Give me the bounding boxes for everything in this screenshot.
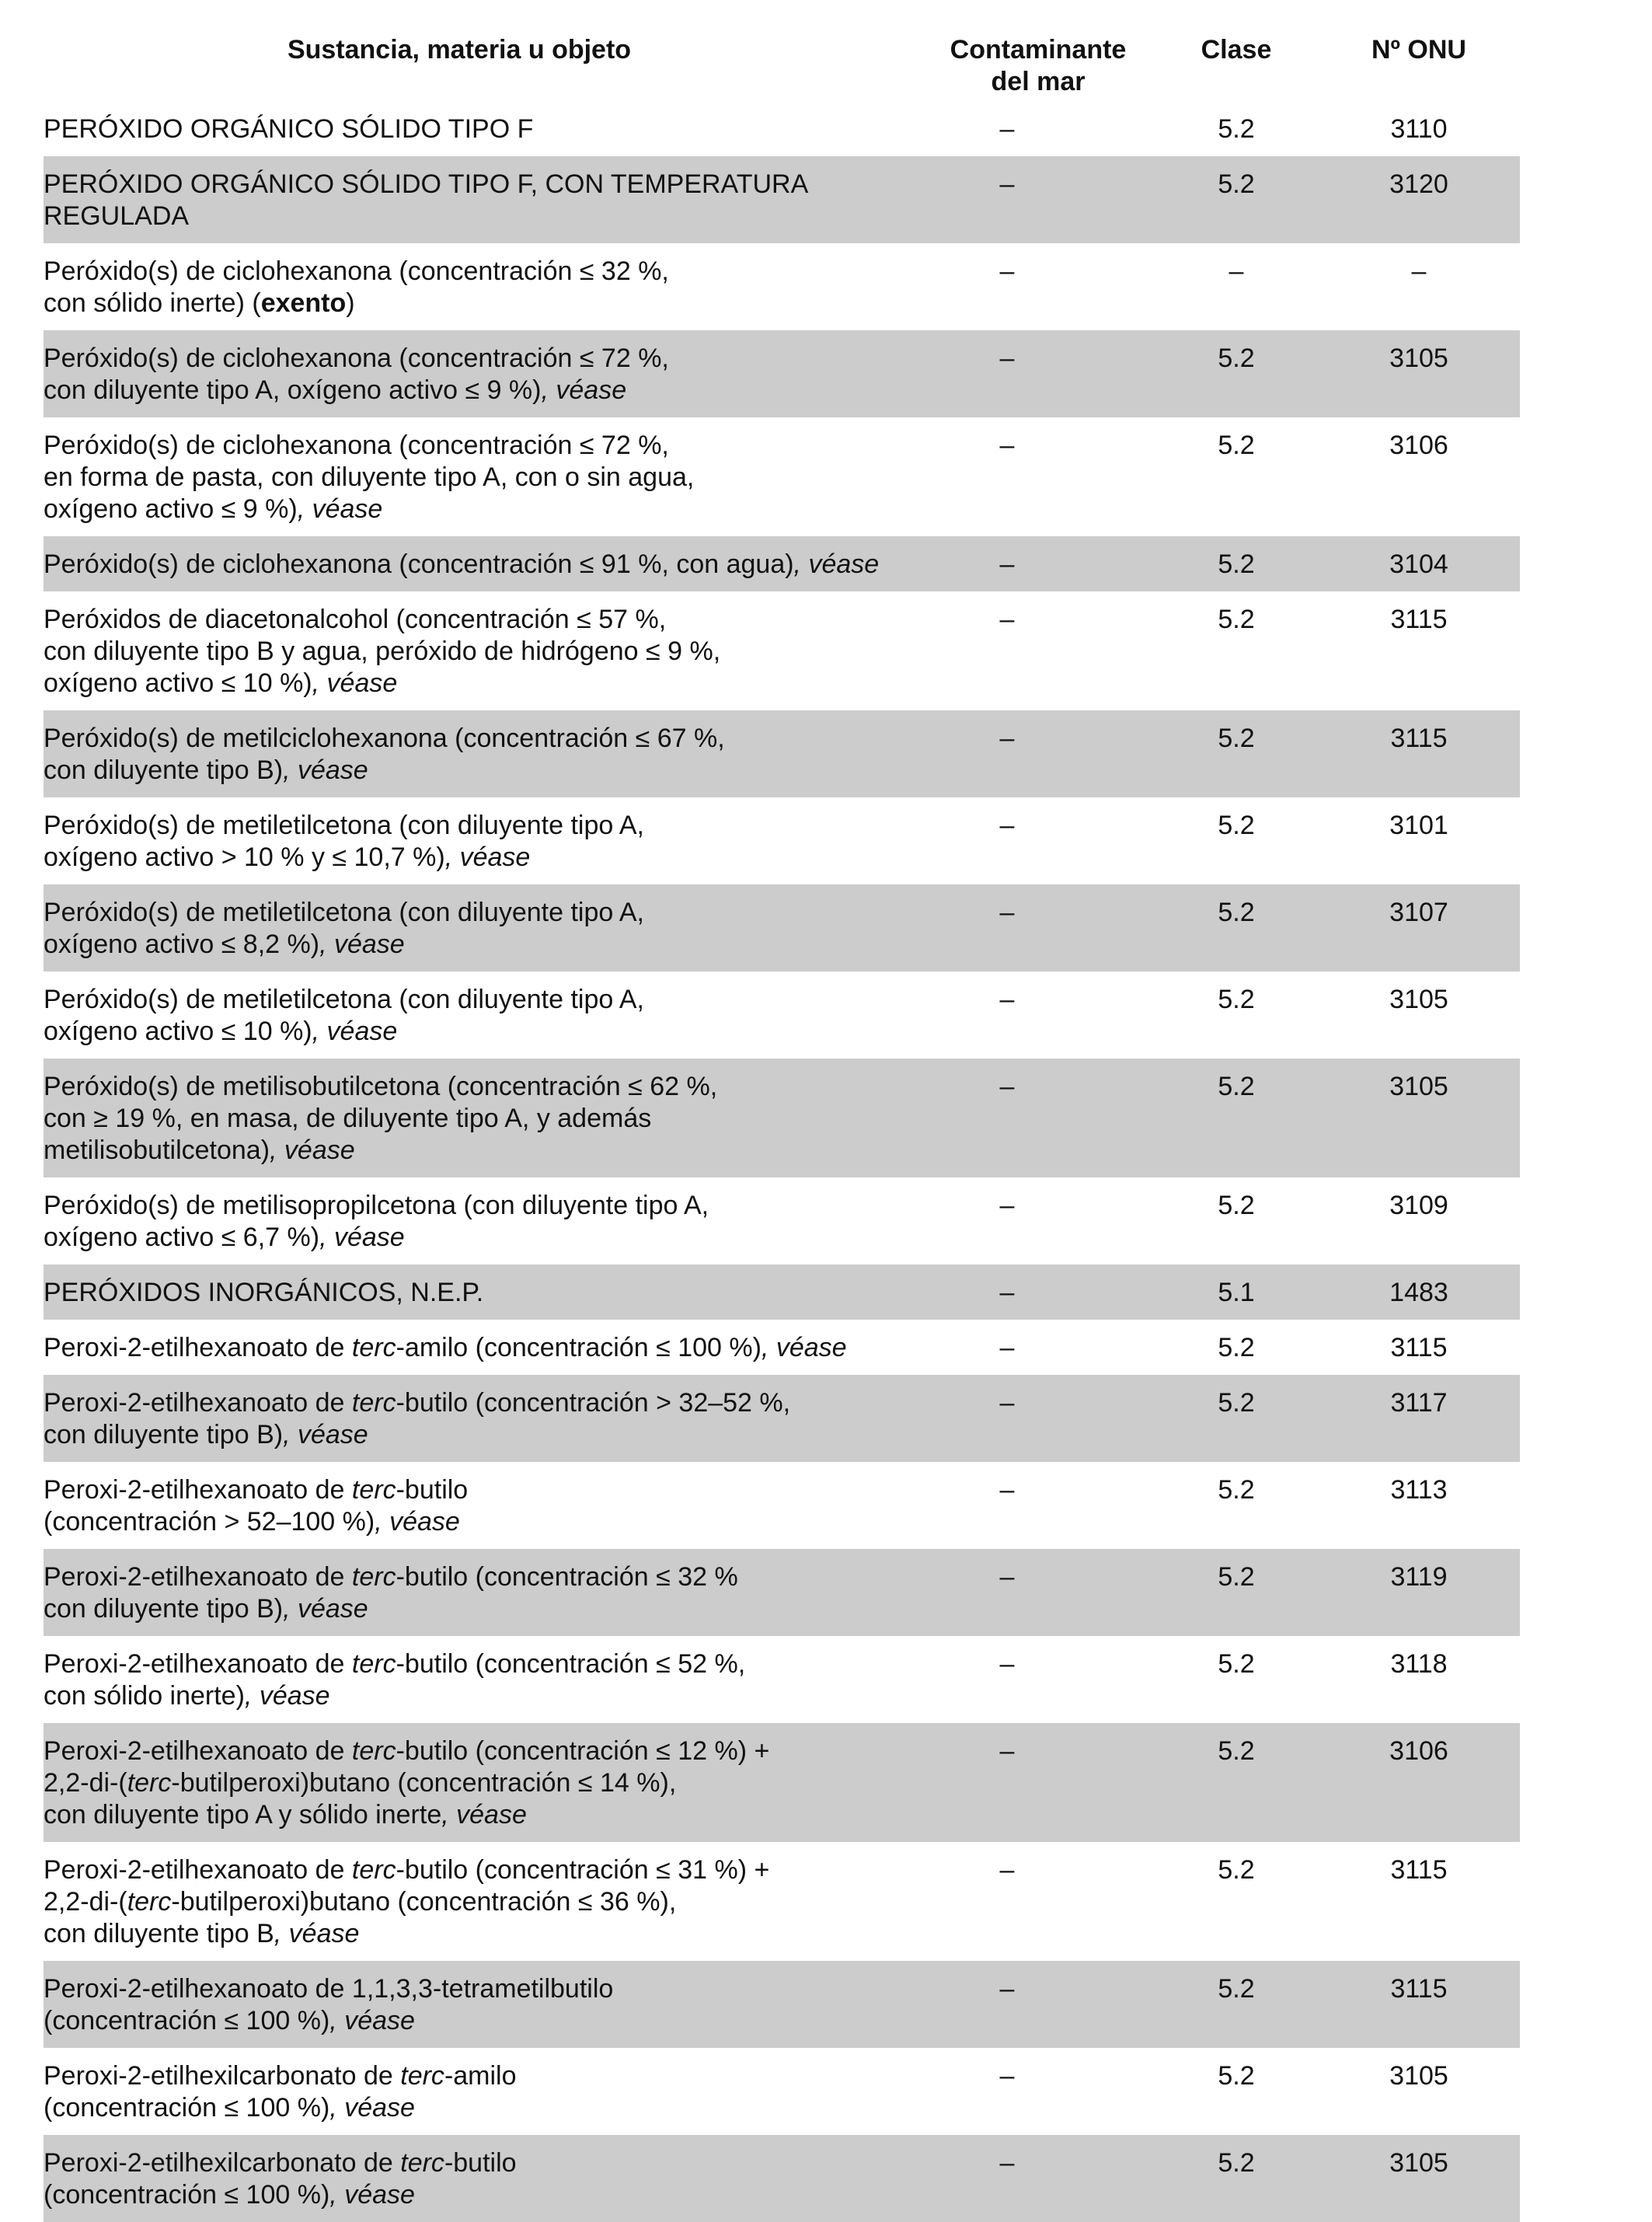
class-cell: 5.2 — [1155, 710, 1318, 797]
marine-pollutant-cell: – — [922, 1961, 1155, 2048]
class-cell: 5.2 — [1155, 330, 1318, 417]
class-cell: 5.2 — [1218, 114, 1255, 144]
marine-pollutant-cell: – — [922, 1375, 1155, 1462]
marine-pollutant-cell: – — [999, 811, 1015, 840]
un-number-cell: 3115 — [1318, 1961, 1520, 2048]
dangerous-goods-table — [44, 31, 1520, 2222]
class-cell: 5.2 — [1155, 2135, 1318, 2222]
table-header-row — [44, 31, 1520, 101]
substance-cell — [44, 417, 922, 536]
substance-text: , véase — [283, 1420, 368, 1449]
table-row — [44, 1723, 1520, 1842]
substance-cell — [44, 971, 922, 1059]
class-cell: 5.2 — [1155, 1059, 1318, 1177]
substance-text: , véase — [444, 842, 531, 872]
substance-text: -amilo (concentración ≤ 100 %) — [396, 1333, 762, 1362]
marine-pollutant-cell: – — [922, 330, 1155, 417]
class-cell: 5.2 — [1218, 605, 1255, 634]
header-substance: Sustancia, materia u objeto — [287, 35, 632, 65]
substance-cell — [44, 1723, 922, 1842]
substance-text: terc — [351, 1855, 396, 1885]
substance-cell — [44, 1842, 922, 1961]
substance-text: Peróxido(s) de metilisobutilcetona (concentración ≤ 62 %, con ≥ 19 %, en masa, de diluyente tipo A, y además metilisobutilcetona) — [44, 1072, 718, 1165]
substance-text: , véase — [375, 1507, 460, 1537]
table-row — [44, 1264, 1520, 1320]
marine-pollutant-cell: – — [922, 536, 1155, 591]
substance-cell — [44, 884, 922, 971]
marine-pollutant-cell: – — [999, 1333, 1015, 1362]
table-row — [44, 2135, 1520, 2222]
table-row — [44, 1177, 1520, 1264]
substance-cell — [44, 2048, 922, 2135]
substance-text: Peróxido(s) de ciclohexanona (concentración ≤ 72 %, en forma de pasta, con diluyente tipo A, con o sin agua, oxígeno activo ≤ 9 %) — [44, 431, 695, 524]
substance-text: -butilperoxi)butano (concentración ≤ 36 %), con diluyente tipo B — [44, 1887, 677, 1948]
substance-text: terc — [400, 2061, 444, 2091]
marine-pollutant-cell: – — [999, 1191, 1015, 1220]
class-cell: 5.2 — [1218, 985, 1255, 1014]
un-number-cell: 3117 — [1318, 1375, 1520, 1462]
class-cell: 5.2 — [1155, 156, 1318, 243]
substance-text: PERÓXIDO ORGÁNICO SÓLIDO TIPO F — [44, 114, 534, 144]
marine-pollutant-cell: – — [922, 884, 1155, 971]
un-number-cell: 3115 — [1318, 710, 1520, 797]
substance-text: Peróxido(s) de metilisopropilcetona (con diluyente tipo A, oxígeno activo ≤ 6,7 %) — [44, 1191, 709, 1252]
un-number-cell: 3107 — [1318, 884, 1520, 971]
marine-pollutant-cell: – — [922, 1723, 1155, 1842]
table-row — [44, 1961, 1520, 2048]
table-row — [44, 1842, 1520, 1961]
table-row — [44, 1375, 1520, 1462]
header-class: Clase — [1201, 35, 1272, 65]
class-cell: 5.2 — [1218, 1855, 1255, 1885]
substance-text: ) — [346, 288, 355, 318]
substance-text: PERÓXIDOS INORGÁNICOS, N.E.P. — [44, 1278, 484, 1307]
substance-text: Peróxido(s) de metiletilcetona (con diluyente tipo A, oxígeno activo > 10 % y ≤ 10,7 %) — [44, 811, 644, 872]
un-number-cell: 3101 — [1389, 811, 1448, 840]
class-cell: 5.2 — [1218, 2061, 1255, 2091]
un-number-cell: 3119 — [1318, 1549, 1520, 1636]
substance-text: , véase — [312, 668, 398, 698]
substance-text: Peroxi-2-etilhexanoato de 1,1,3,3-tetrametilbutilo (concentración ≤ 100 %) — [44, 1974, 614, 2035]
table-row — [44, 330, 1520, 417]
substance-text: Peroxi-2-etilhexilcarbonato de — [44, 2148, 401, 2178]
class-cell: 5.2 — [1218, 1475, 1255, 1505]
un-number-cell: 3113 — [1390, 1475, 1448, 1505]
substance-text: -butilo (concentración ≤ 31 %) + 2,2-di-( — [44, 1855, 770, 1917]
substance-text: , véase — [283, 755, 368, 785]
substance-cell — [44, 1177, 922, 1264]
class-cell: 5.2 — [1218, 1333, 1255, 1362]
substance-text: terc — [127, 1768, 172, 1798]
substance-text: , véase — [329, 2180, 415, 2210]
substance-text: , véase — [283, 1594, 368, 1624]
un-number-cell: 3105 — [1389, 985, 1448, 1014]
un-number-cell: 3105 — [1318, 330, 1520, 417]
substance-text: , véase — [793, 549, 880, 579]
substance-text: -amilo (concentración ≤ 100 %) — [44, 2061, 517, 2123]
table-row — [44, 971, 1520, 1059]
marine-pollutant-cell: – — [922, 156, 1155, 243]
marine-pollutant-cell: – — [999, 114, 1015, 144]
table-row — [44, 591, 1520, 710]
un-number-cell: 3105 — [1389, 2061, 1448, 2091]
un-number-cell: 3105 — [1318, 2135, 1520, 2222]
marine-pollutant-cell: – — [999, 2061, 1015, 2091]
substance-text: Peroxi-2-etilhexanoato de — [44, 1388, 352, 1418]
substance-text: , véase — [761, 1333, 847, 1362]
substance-text: -butilo (concentración > 52–100 %) — [44, 1475, 469, 1537]
substance-text: , véase — [329, 2006, 415, 2035]
substance-text: terc — [351, 1475, 396, 1505]
substance-text: exento — [260, 288, 347, 318]
table-row — [44, 156, 1520, 243]
un-number-cell: 3105 — [1318, 1059, 1520, 1177]
substance-cell — [44, 797, 922, 884]
substance-text: -butilo (concentración ≤ 100 %) — [44, 2148, 517, 2210]
substance-text: terc — [351, 1736, 396, 1766]
table-row — [44, 417, 1520, 536]
un-number-cell: 3115 — [1390, 1855, 1448, 1885]
class-cell: 5.2 — [1155, 1375, 1318, 1462]
marine-pollutant-cell: – — [922, 1549, 1155, 1636]
un-number-cell: 3110 — [1390, 114, 1448, 144]
substance-text: Peróxido(s) de metiletilcetona (con diluyente tipo A, oxígeno activo ≤ 10 %) — [44, 985, 644, 1046]
substance-text: , véase — [319, 1223, 405, 1252]
substance-text: Peroxi-2-etilhexanoato de — [44, 1562, 352, 1592]
substance-text: Peróxido(s) de metiletilcetona (con diluyente tipo A, oxígeno activo ≤ 8,2 %) — [44, 898, 644, 959]
substance-cell — [44, 1059, 922, 1177]
substance-text: -butilo (concentración ≤ 52 %, con sólido inerte) — [44, 1649, 746, 1711]
class-cell: 5.2 — [1218, 811, 1255, 840]
marine-pollutant-cell: – — [999, 985, 1015, 1014]
substance-text: Peroxi-2-etilhexanoato de — [44, 1333, 352, 1362]
substance-text: Peróxido(s) de ciclohexanona (concentración ≤ 32 %, con sólido inerte) ( — [44, 256, 669, 318]
table-row — [44, 101, 1520, 156]
table-row — [44, 2048, 1520, 2135]
class-cell: 5.2 — [1218, 1649, 1255, 1679]
substance-text: terc — [351, 1562, 396, 1592]
substance-cell — [44, 156, 922, 243]
table-body — [44, 101, 1520, 2222]
class-cell: – — [1229, 256, 1244, 286]
substance-text: , véase — [297, 494, 383, 524]
substance-text: PERÓXIDO ORGÁNICO SÓLIDO TIPO F, CON TEMPERATURA REGULADA — [44, 169, 809, 231]
substance-cell — [44, 591, 922, 710]
table-row — [44, 797, 1520, 884]
substance-text: Peroxi-2-etilhexanoato de — [44, 1475, 352, 1505]
substance-text: , véase — [329, 2093, 415, 2123]
marine-pollutant-cell: – — [922, 710, 1155, 797]
substance-text: -butilo (concentración > 32–52 %, con diluyente tipo B) — [44, 1388, 791, 1449]
substance-cell — [44, 710, 922, 797]
class-cell: 5.2 — [1155, 1723, 1318, 1842]
substance-cell — [44, 1375, 922, 1462]
substance-text: -butilperoxi)butano (concentración ≤ 14 %), con diluyente tipo A y sólido inerte — [44, 1768, 677, 1830]
un-number-cell: – — [1411, 256, 1427, 286]
substance-text: Peróxidos de diacetonalcohol (concentración ≤ 57 %, con diluyente tipo B y agua, peróxido de hidrógeno ≤ 9 %, oxígeno activo ≤ 10 %) — [44, 605, 721, 698]
substance-text: , véase — [441, 1800, 527, 1830]
table-row — [44, 710, 1520, 797]
class-cell: 5.2 — [1155, 1961, 1318, 2048]
substance-text: Peroxi-2-etilhexanoato de — [44, 1736, 352, 1766]
marine-pollutant-cell: – — [999, 1649, 1015, 1679]
substance-text: Peróxido(s) de ciclohexanona (concentración ≤ 72 %, con diluyente tipo A, oxígeno activo ≤ 9 %) — [44, 344, 669, 405]
table-row — [44, 1636, 1520, 1723]
substance-cell — [44, 1462, 922, 1549]
un-number-cell: 3115 — [1390, 605, 1448, 634]
un-number-cell: 1483 — [1318, 1264, 1520, 1320]
substance-cell — [44, 243, 922, 330]
substance-cell — [44, 2135, 922, 2222]
substance-cell — [44, 536, 922, 591]
substance-text: Peróxido(s) de ciclohexanona (concentración ≤ 91 %, con agua) — [44, 549, 794, 579]
substance-text: -butilo (concentración ≤ 32 % con diluyente tipo B) — [44, 1562, 738, 1624]
substance-text: , véase — [312, 1017, 398, 1046]
marine-pollutant-cell: – — [999, 1475, 1015, 1505]
substance-text: Peroxi-2-etilhexanoato de — [44, 1855, 352, 1885]
class-cell: 5.2 — [1218, 1191, 1255, 1220]
substance-cell — [44, 1636, 922, 1723]
substance-text: , véase — [244, 1681, 330, 1711]
table-row — [44, 1059, 1520, 1177]
un-number-cell: 3106 — [1389, 431, 1448, 460]
un-number-cell: 3118 — [1390, 1649, 1448, 1679]
substance-text: Peroxi-2-etilhexanoato de — [44, 1649, 352, 1679]
un-number-cell: 3104 — [1318, 536, 1520, 591]
substance-cell — [44, 1961, 922, 2048]
marine-pollutant-cell: – — [999, 1855, 1015, 1885]
un-number-cell: 3106 — [1318, 1723, 1520, 1842]
marine-pollutant-cell: – — [922, 1264, 1155, 1320]
table-row — [44, 243, 1520, 330]
class-cell: 5.2 — [1155, 536, 1318, 591]
marine-pollutant-cell: – — [999, 431, 1015, 460]
table-row — [44, 884, 1520, 971]
substance-text: terc — [400, 2148, 444, 2178]
substance-cell — [44, 1264, 922, 1320]
class-cell: 5.2 — [1155, 1549, 1318, 1636]
substance-cell — [44, 1549, 922, 1636]
table-row — [44, 1549, 1520, 1636]
un-number-cell: 3109 — [1389, 1191, 1448, 1220]
substance-text: terc — [351, 1388, 396, 1418]
marine-pollutant-cell: – — [999, 256, 1015, 286]
marine-pollutant-cell: – — [922, 2135, 1155, 2222]
class-cell: 5.2 — [1218, 431, 1255, 460]
table-row — [44, 1462, 1520, 1549]
document-page — [44, 31, 1520, 2222]
substance-text: , véase — [270, 1135, 355, 1165]
substance-text: Peroxi-2-etilhexilcarbonato de — [44, 2061, 401, 2091]
substance-text: terc — [351, 1649, 396, 1679]
substance-cell — [44, 330, 922, 417]
marine-pollutant-cell: – — [922, 1059, 1155, 1177]
substance-text: , véase — [274, 1919, 360, 1948]
un-number-cell: 3115 — [1390, 1333, 1448, 1362]
substance-text: terc — [127, 1887, 172, 1917]
substance-text: , véase — [319, 930, 405, 959]
substance-text: Peróxido(s) de metilciclohexanona (concentración ≤ 67 %, con diluyente tipo B) — [44, 724, 725, 785]
marine-pollutant-cell: – — [999, 605, 1015, 634]
table-row — [44, 1320, 1520, 1375]
substance-cell — [44, 1320, 922, 1375]
substance-text: -butilo (concentración ≤ 12 %) + 2,2-di-( — [44, 1736, 770, 1798]
un-number-cell: 3120 — [1318, 156, 1520, 243]
class-cell: 5.2 — [1155, 884, 1318, 971]
header-marine-pollutant: Contaminante del mar — [950, 35, 1127, 96]
substance-cell — [44, 101, 922, 156]
table-row — [44, 536, 1520, 591]
header-un-number: Nº ONU — [1371, 35, 1466, 65]
substance-text: , véase — [541, 375, 627, 405]
class-cell: 5.1 — [1155, 1264, 1318, 1320]
substance-text: terc — [351, 1333, 396, 1362]
